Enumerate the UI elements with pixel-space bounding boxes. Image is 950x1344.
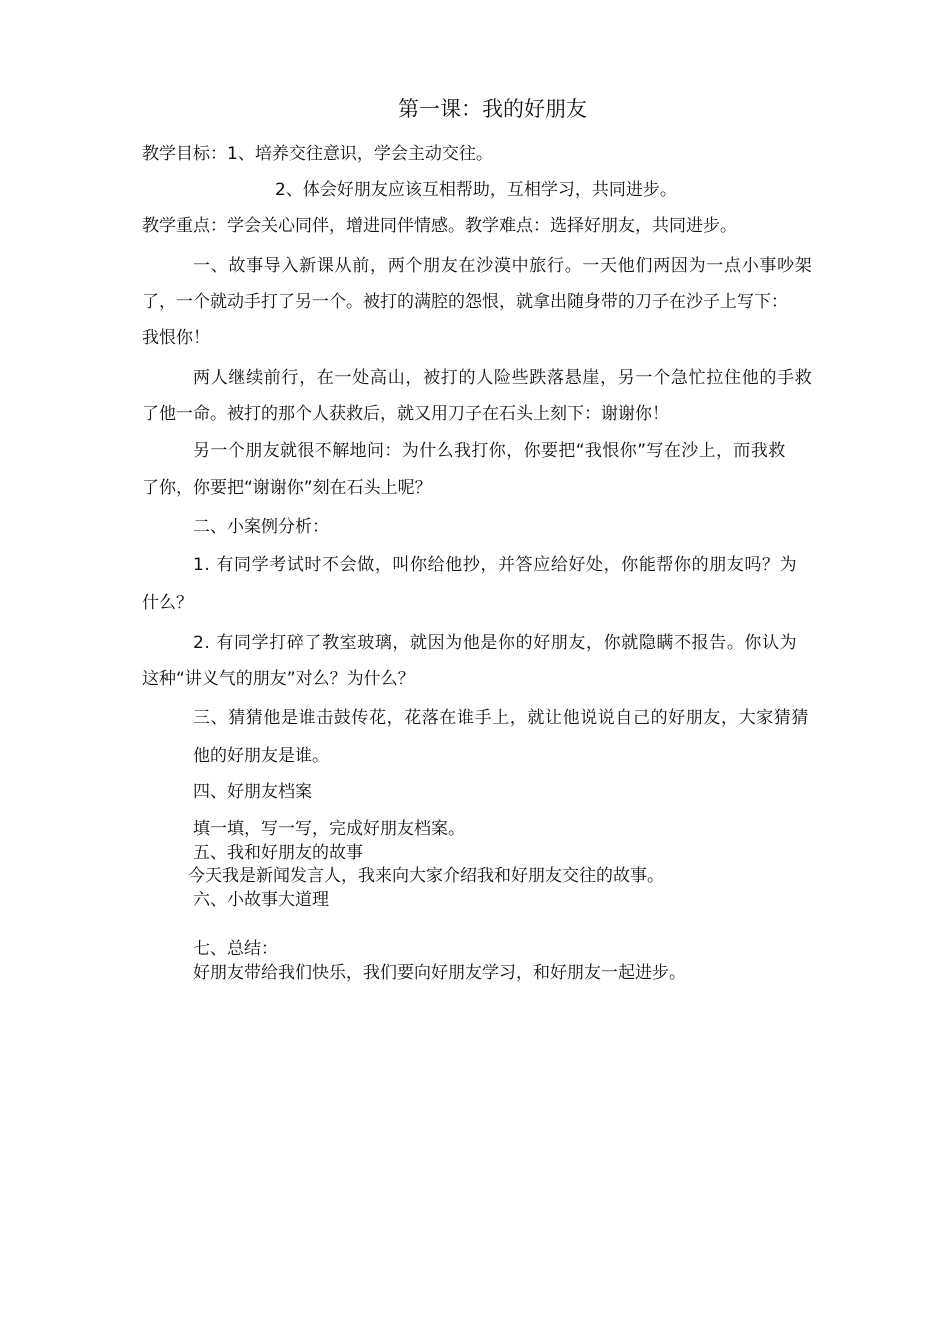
section-3-line-2: 他的好朋友是谁。 [193,746,329,766]
section-5-heading: 五、我和好朋友的故事 [193,843,363,863]
story-paragraph-1-line-2: 了，一个就动手打了另一个。被打的满腔的怨恨，就拿出随身带的刀子在沙子上写下： [142,292,788,312]
story-paragraph-3-line-2: 了你，你要把“谢谢你”刻在石头上呢？ [142,478,432,498]
section-4-body: 填一填，写一写，完成好朋友档案。 [193,819,465,839]
key-points-line: 教学重点：学会关心同伴，增进同伴情感。教学难点：选择好朋友，共同进步。 [142,216,737,236]
story-paragraph-3-line-1: 另一个朋友就很不解地问：为什么我打你，你要把“我恨你”写在沙上，而我救 [193,441,786,461]
section-7-body: 好朋友带给我们快乐，我们要向好朋友学习，和好朋友一起进步。 [193,963,686,983]
section-6-heading: 六、小故事大道理 [193,890,329,910]
story-paragraph-2-line-2: 了他一命。被打的那个人获救后，就又用刀子在石头上刻下：谢谢你！ [142,404,669,424]
section-2-heading: 二、小案例分析： [193,517,329,537]
page-title: 第一课：我的好朋友 [398,97,587,121]
story-paragraph-1-line-1: 一、故事导入新课从前，两个朋友在沙漠中旅行。一天他们两因为一点小事吵架 [193,256,813,276]
section-4-heading: 四、好朋友档案 [193,782,312,802]
section-5-body: 今天我是新闻发言人，我来向大家介绍我和好朋友交往的故事。 [188,866,664,886]
goal-line-1: 教学目标：1、培养交往意识，学会主动交往。 [142,144,493,164]
case-2-line-2: 这种“讲义气的朋友”对么？为什么？ [142,669,415,689]
section-7-heading: 七、总结： [193,939,278,959]
case-1-line-1: 1. 有同学考试时不会做，叫你给他抄，并答应给好处，你能帮你的朋友吗？为 [193,555,798,575]
section-3-line-1: 三、猜猜他是谁击鼓传花，花落在谁手上，就让他说说自己的好朋友，大家猜猜 [193,708,809,728]
story-paragraph-2-line-1: 两人继续前行，在一处高山，被打的人险些跌落悬崖，另一个急忙拉住他的手救 [193,368,813,388]
goal-line-2: 2、体会好朋友应该互相帮助，互相学习，共同进步。 [275,180,677,200]
story-paragraph-1-line-3: 我恨你！ [142,328,210,348]
case-2-line-1: 2. 有同学打碎了教室玻璃，就因为他是你的好朋友，你就隐瞒不报告。你认为 [193,633,798,653]
case-1-line-2: 什么？ [142,593,193,613]
